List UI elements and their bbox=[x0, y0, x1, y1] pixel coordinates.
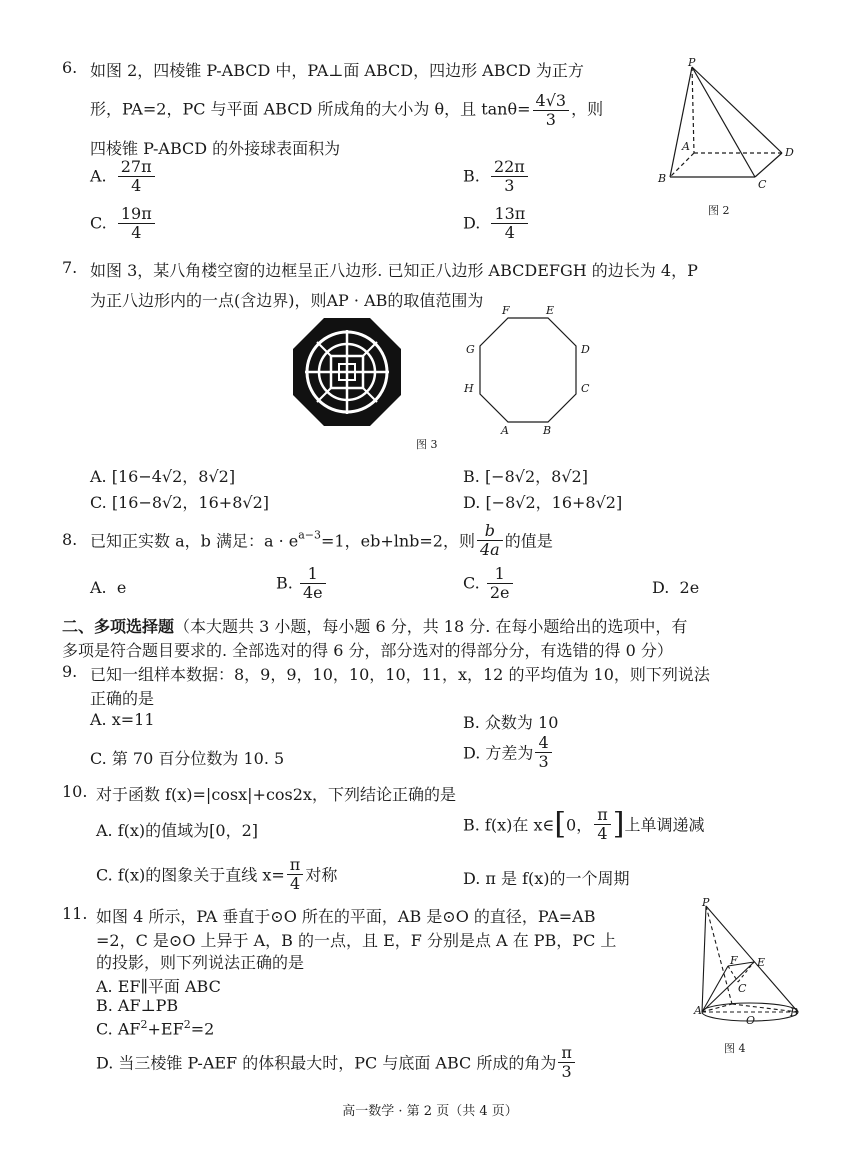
q6-tan-fraction: $\frac{4√3}{3}$ bbox=[533, 92, 570, 128]
oct-label-a: A bbox=[501, 424, 509, 437]
section2-title: 二、多项选择题 bbox=[62, 617, 175, 636]
fig2-label-c: C bbox=[758, 178, 767, 191]
q7-option-d: D. [−8√2，16+8√2] bbox=[463, 493, 623, 512]
q9-number: 9. bbox=[62, 662, 78, 681]
q8-fraction: $\frac{b}{4a}$ bbox=[477, 522, 503, 558]
q9-option-a: A. x=11 bbox=[90, 710, 155, 729]
fig3-caption: 图 3 bbox=[416, 438, 438, 451]
oct-label-g: G bbox=[466, 343, 475, 356]
q6-option-c: C. $\frac{19\pi}{4}$ bbox=[90, 205, 157, 241]
fig4-label-f: F bbox=[730, 954, 738, 967]
q9-option-c: C. 第 70 百分位数为 10. 5 bbox=[90, 749, 285, 768]
q9-line2: 正确的是 bbox=[90, 689, 155, 708]
q8-option-c: C. $\frac{1}{2e}$ bbox=[463, 565, 515, 601]
q7-line2: 为正八边形内的一点(含边界)，则AP · AB的取值范围为 bbox=[90, 291, 484, 310]
fig2-label-a: A bbox=[682, 140, 690, 153]
q11-line3: 的投影，则下列说法正确的是 bbox=[96, 953, 305, 972]
q8-option-d: D. 2e bbox=[652, 578, 700, 597]
fig4-label-e: E bbox=[757, 956, 766, 969]
q6-option-b: B. $\frac{22\pi}{3}$ bbox=[463, 158, 530, 194]
fig2-label-d: D bbox=[785, 146, 794, 159]
q11-line2: =2，C 是⊙O 上异于 A，B 的一点，且 E，F 分别是点 A 在 PB，PC 上 bbox=[96, 931, 617, 950]
octagonal-window-image bbox=[291, 316, 403, 428]
section2-heading bbox=[62, 614, 687, 637]
q6-number: 6. bbox=[62, 58, 78, 77]
page-footer: 高一数学 · 第 2 页（共 4 页） bbox=[342, 1104, 518, 1119]
fig4-label-o: O bbox=[746, 1014, 756, 1027]
q11-option-a: A. EF∥平面 ABC bbox=[96, 977, 221, 996]
q6-option-d: D. $\frac{13\pi}{4}$ bbox=[463, 205, 530, 241]
oct-label-d: D bbox=[581, 343, 590, 356]
q7-number: 7. bbox=[62, 258, 78, 277]
oct-label-f: F bbox=[502, 304, 510, 317]
q10-line1: 对于函数 f(x)=|cosx|+cos2x，下列结论正确的是 bbox=[96, 785, 456, 804]
q11-option-c: C. $AF^2+EF^2=2$ bbox=[96, 1018, 215, 1039]
fig2-caption: 图 2 bbox=[708, 204, 730, 217]
q6-option-a: A. $\frac{27\pi}{4}$ bbox=[90, 158, 157, 194]
q11-option-d: D. 当三棱锥 P-AEF 的体积最大时，PC 与底面 ABC 所成的角为 $\frac{\pi}{3}$ bbox=[96, 1044, 577, 1080]
q6-line2 bbox=[90, 92, 603, 128]
q7-option-b: B. [−8√2，8√2] bbox=[463, 467, 588, 486]
q9-line1: 已知一组样本数据：8，9，9，10，10，10，11，x，12 的平均值为 10，则下列说法 bbox=[90, 665, 710, 684]
q10-number: 10. bbox=[62, 782, 88, 801]
fig2-label-p: P bbox=[688, 56, 696, 69]
q11-line1: 如图 4 所示，PA 垂直于⊙O 所在的平面，AB 是⊙O 的直径，PA=AB bbox=[96, 907, 596, 926]
q6-line2-post: ，则 bbox=[571, 99, 604, 119]
octagon-figure bbox=[466, 315, 586, 427]
fig4-label-a: A bbox=[694, 1004, 702, 1017]
q11-number: 11. bbox=[62, 904, 88, 923]
section2-desc2: 多项是符合题目要求的. 全部选对的得 6 分，部分选对的得部分分，有选错的得 0 分） bbox=[62, 641, 673, 660]
q8-option-b: B. $\frac{1}{4e}$ bbox=[276, 565, 328, 601]
fig4-label-c: C bbox=[738, 982, 747, 995]
oct-label-b: B bbox=[543, 424, 552, 437]
fig4-label-b: B bbox=[790, 1006, 799, 1019]
figure-2-pyramid bbox=[650, 55, 800, 195]
q10-option-a: A. f(x)的值域为[0，2] bbox=[96, 821, 259, 840]
oct-label-e: E bbox=[546, 304, 555, 317]
q8-number: 8. bbox=[62, 530, 78, 549]
q6-line1: 如图 2，四棱锥 P-ABCD 中，PA⊥面 ABCD，四边形 ABCD 为正方 bbox=[90, 61, 584, 80]
q6-line2-pre: 形，PA=2，PC 与平面 ABCD 所成角的大小为 θ，且 tanθ= bbox=[90, 99, 531, 119]
q10-option-b: B. f(x)在 x∈[0， $\frac{\pi}{4}$ ]上单调递减 bbox=[463, 805, 705, 843]
fig4-caption: 图 4 bbox=[724, 1042, 746, 1055]
q7-line1: 如图 3，某八角楼空窗的边框呈正八边形. 已知正八边形 ABCDEFGH 的边长为 4，P bbox=[90, 261, 698, 280]
fig4-label-p: P bbox=[702, 896, 710, 909]
fig2-label-b: B bbox=[658, 172, 667, 185]
oct-label-h: H bbox=[464, 382, 474, 395]
q6-line3: 四棱锥 P-ABCD 的外接球表面积为 bbox=[90, 139, 341, 158]
q10-option-d: D. π 是 f(x)的一个周期 bbox=[463, 869, 630, 888]
section2-desc1: （本大题共 3 小题，每小题 6 分，共 18 分. 在每小题给出的选项中，有 bbox=[174, 617, 688, 636]
oct-label-c: C bbox=[581, 382, 590, 395]
q10-option-c: C. f(x)的图象关于直线 x= $\frac{\pi}{4}$ 对称 bbox=[96, 855, 338, 893]
q8-stem: 已知正实数 a，b 满足：$a \cdot e^{a-3}=1$，eb+lnb=2，则 $\frac{b}{4a}$ 的值是 bbox=[90, 521, 553, 559]
q8-option-a: A. e bbox=[90, 578, 127, 597]
q9-option-d: D. 方差为 $\frac{4}{3}$ bbox=[463, 734, 554, 770]
q9-option-b: B. 众数为 10 bbox=[463, 713, 559, 732]
q11-option-b: B. AF⊥PB bbox=[96, 996, 179, 1015]
q7-option-c: C. [16−8√2，16+8√2] bbox=[90, 493, 269, 512]
q7-option-a: A. [16−4√2，8√2] bbox=[90, 467, 236, 486]
